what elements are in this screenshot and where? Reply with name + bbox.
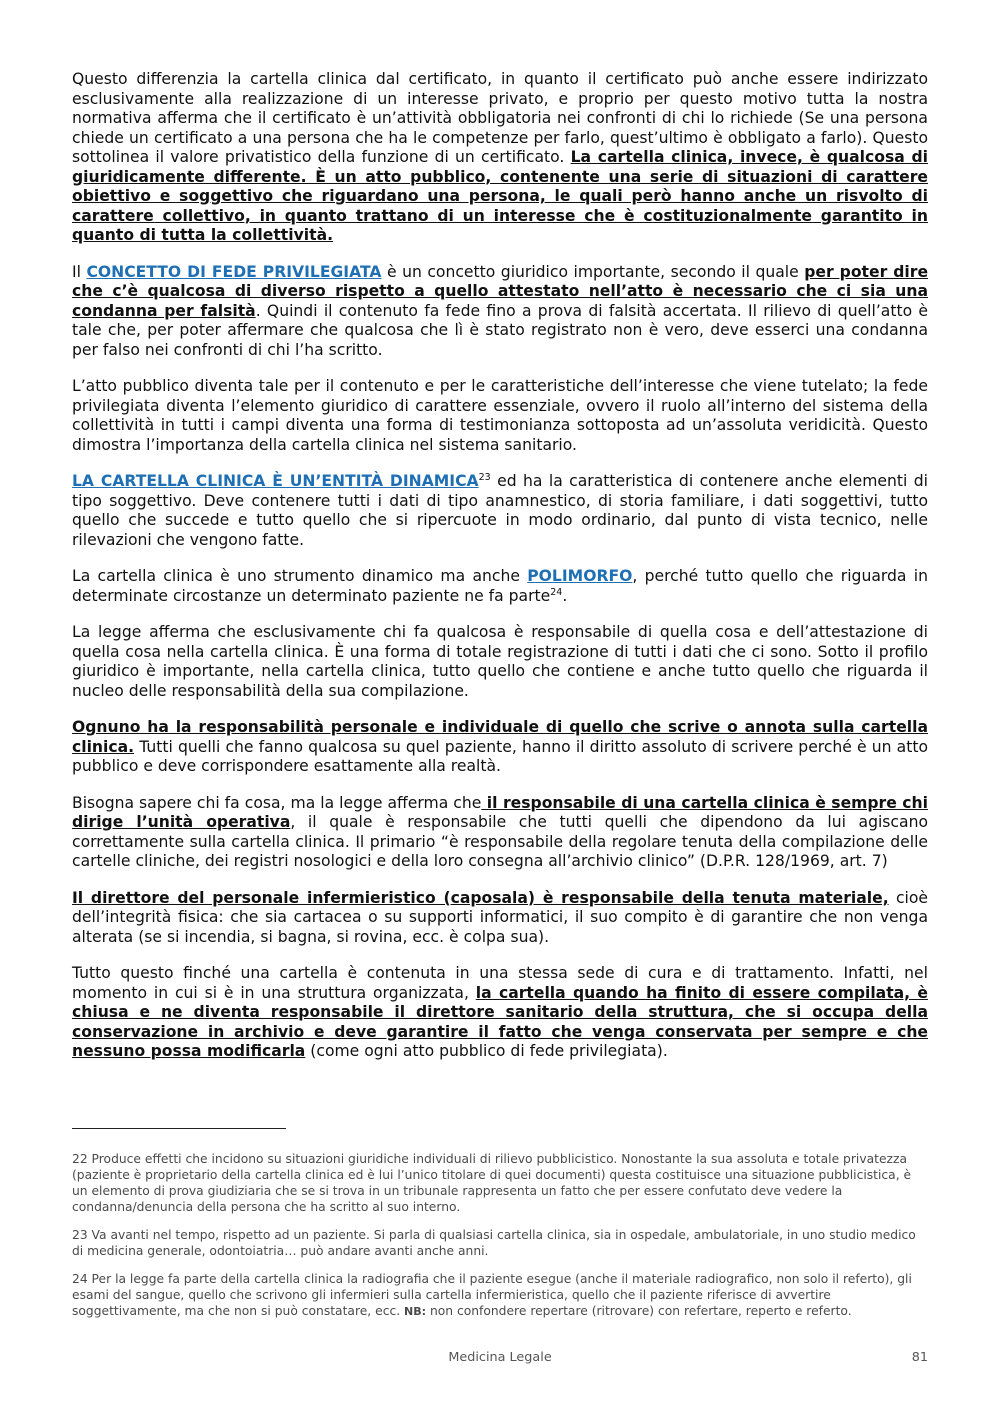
paragraph [72, 623, 928, 701]
paragraph [72, 718, 928, 777]
text-run: 22 Produce effetti che incidono su situazioni giuridiche individuali di rilievo pubblicistico. Nonostante la sua assoluta e totale privatezza (paziente è proprietario della cartella clinica ed è lui l’unico titolare di quei documenti) questa costituisce una situazione pubblicistica, è un elemento di prova giudiziaria che se si trova in un tribunale rappresenta un fatto che per essere confutato deve vedere la condanna/denuncia della persona che ha scritto al suo interno. [72, 1152, 912, 1214]
paragraph [72, 964, 928, 1062]
main-text [72, 70, 928, 1079]
emphasized-text: per poter dire che c’è qualcosa di diverso rispetto a quello attestato nell’atto è necessario che ci sia una condanna per falsità [72, 262, 929, 320]
paragraph [72, 263, 928, 361]
text-run: Il [72, 262, 87, 281]
footnote [72, 1151, 928, 1215]
text-run: , il quale è responsabile che tutti quelli che dipendono da lui agiscano correttamente sulla cartella clinica. Il primario “è responsabile della regolare tenuta della compilazione delle cartelle cliniche, dei registri nosologici e della loro consegna all’archivio clinico” (D.P.R. 128/1969, art. 7) [72, 813, 928, 870]
paragraph [72, 70, 928, 246]
text-run: cioè dell’integrità fisica: che sia cartacea o su supporti informatici, il suo compito è di garantire che non venga alterata (se si incendia, si bagna, si rovina, ecc. è colpa sua). [72, 888, 928, 946]
text-run: La legge afferma che esclusivamente chi fa qualcosa è responsabile di quella cosa e dell’attestazione di quella cosa nella cartella clinica. È una forma di totale registrazione di tutti i dati che ci sono. Sotto il profilo giuridico è importante, nella cartella clinica, tutto quello che contiene e anche tutto quello che riguarda il nucleo delle responsabilità della sua compilazione. [72, 623, 928, 700]
text-run: Bisogna sapere chi fa cosa, ma la legge afferma che [72, 793, 482, 812]
text-run: , perché tutto quello che riguarda in determinate circostanze un determinato paziente ne fa parte [72, 567, 928, 605]
text-run: (come ogni atto pubblico di fede privilegiata). [305, 1042, 668, 1060]
text-run: L’atto pubblico diventa tale per il contenuto e per le caratteristiche dell’interesse che viene tutelato; la fede privilegiata diventa l’elemento giuridico di carattere essenziale, ovvero il ruolo all’interno del sistema della collettività in tutti i campi diventa una forma di testimonianza sottoposta ad un’assoluta veridicità. Questo dimostra l’importanza della cartella clinica nel sistema sanitario. [72, 377, 928, 454]
emphasized-text: La cartella clinica, invece, è qualcosa di giuridicamente differente. È un atto pubblico, contenente una serie di situazioni di carattere obiettivo e soggettivo che riguardano una persona, le quali però hanno anche un risvolto di carattere collettivo, in quanto trattano di un interesse che è costituzionalmente garantito in quanto di tutta la collettività. [72, 148, 928, 244]
paragraph [72, 567, 928, 606]
text-run: . Quindi il contenuto fa fede fino a prova di falsità accertata. Il rilievo di quell’atto è tale che, per poter affermare che qualcosa che lì è stato registrato non è vero, deve esserci una condanna per falso nei confronti di chi l’ha scritto. [72, 301, 928, 359]
text-run: La cartella clinica è uno strumento dinamico ma anche [72, 567, 528, 585]
text-run: è un concetto giuridico importante, secondo il quale [381, 262, 805, 281]
footnote [72, 1271, 928, 1320]
emphasized-text: Il direttore del personale infermieristico (caposala) è responsabile della tenuta materiale, [72, 888, 889, 907]
footnote-ref: 23 [478, 471, 491, 483]
footnote-ref: 24 [550, 586, 563, 598]
paragraph [72, 377, 928, 455]
emphasized-text: il responsabile di una cartella clinica è sempre chi dirige l’unità operativa [72, 793, 928, 831]
footnote-separator [72, 1128, 286, 1129]
highlighted-term: POLIMORFO [527, 567, 633, 585]
text-run: Questo differenzia la cartella clinica dal certificato, in quanto il certificato può anche essere indirizzato esclusivamente alla realizzazione di un interesse privato, e proprio per questo motivo tutta la nostra normativa afferma che il certificato è un’attività obbligatoria nei confronti di chi lo richiede (Se una persona chiede un certificato a una persona che ha le competenze per farlo, quest’ultimo è obbligato a farlo). Questo sottolinea il valore privatistico della funzione di un certificato. [72, 70, 928, 166]
text-run: 24 Per la legge fa parte della cartella clinica la radiografia che il paziente esegue (anche il materiale radiografico, non solo il referto), gli esami del sangue, quello che scrivono gli infermieri sulla cartella infermieristica, quello che il paziente riferisce di avvertire soggettivamente, ma che non si può constatare, ecc. [72, 1272, 912, 1318]
paragraph [72, 889, 928, 948]
page-number: 81 [911, 1350, 928, 1365]
text-run: non confondere repertare (ritrovare) con refertare, reperto e referto. [426, 1304, 852, 1318]
text-run: Tutti quelli che fanno qualcosa su quel paziente, hanno il diritto assoluto di scrivere perché è un atto pubblico e deve corrispondere esattamente alla realtà. [72, 737, 928, 775]
text-run: 23 Va avanti nel tempo, rispetto ad un paziente. Si parla di qualsiasi cartella clinica, sia in ospedale, ambulatoriale, in uno studio medico di medicina generale, odontoiatria… può andare avanti anche anni. [72, 1228, 916, 1258]
text-run: NB: [404, 1305, 427, 1318]
paragraph [72, 794, 928, 872]
highlighted-term: CONCETTO DI FEDE PRIVILEGIATA [86, 262, 382, 281]
paragraph [72, 472, 928, 550]
text-run: ed ha la caratteristica di contenere anche elementi di tipo soggettivo. Deve contenere tutti i dati di tipo anamnestico, di storia familiare, i dati soggettivi, tutto quello che succede e tutto quello che si ripercuote in modo ordinario, dal punto di vista tecnico, nelle rilevazioni che vengono fatte. [72, 472, 928, 549]
footer-title: Medicina Legale [448, 1350, 552, 1365]
footnotes [72, 1151, 928, 1332]
emphasized-text: la cartella quando ha finito di essere compilata, è chiusa e ne diventa responsabile il direttore sanitario della struttura, che si occupa della conservazione in archivio e deve garantire il fatto che venga conservata per sempre e che nessuno possa modificarla [72, 983, 928, 1060]
emphasized-text: Ognuno ha la responsabilità personale e individuale di quello che scrive o annota sulla cartella clinica. [72, 718, 928, 756]
text-run: . [562, 586, 568, 605]
footnote [72, 1227, 928, 1259]
text-run: Tutto questo finché una cartella è contenuta in una stessa sede di cura e di trattamento. Infatti, nel momento in cui si è in una struttura organizzata, [72, 964, 928, 1002]
highlighted-term: LA CARTELLA CLINICA È UN’ENTITÀ DINAMICA [72, 472, 479, 490]
